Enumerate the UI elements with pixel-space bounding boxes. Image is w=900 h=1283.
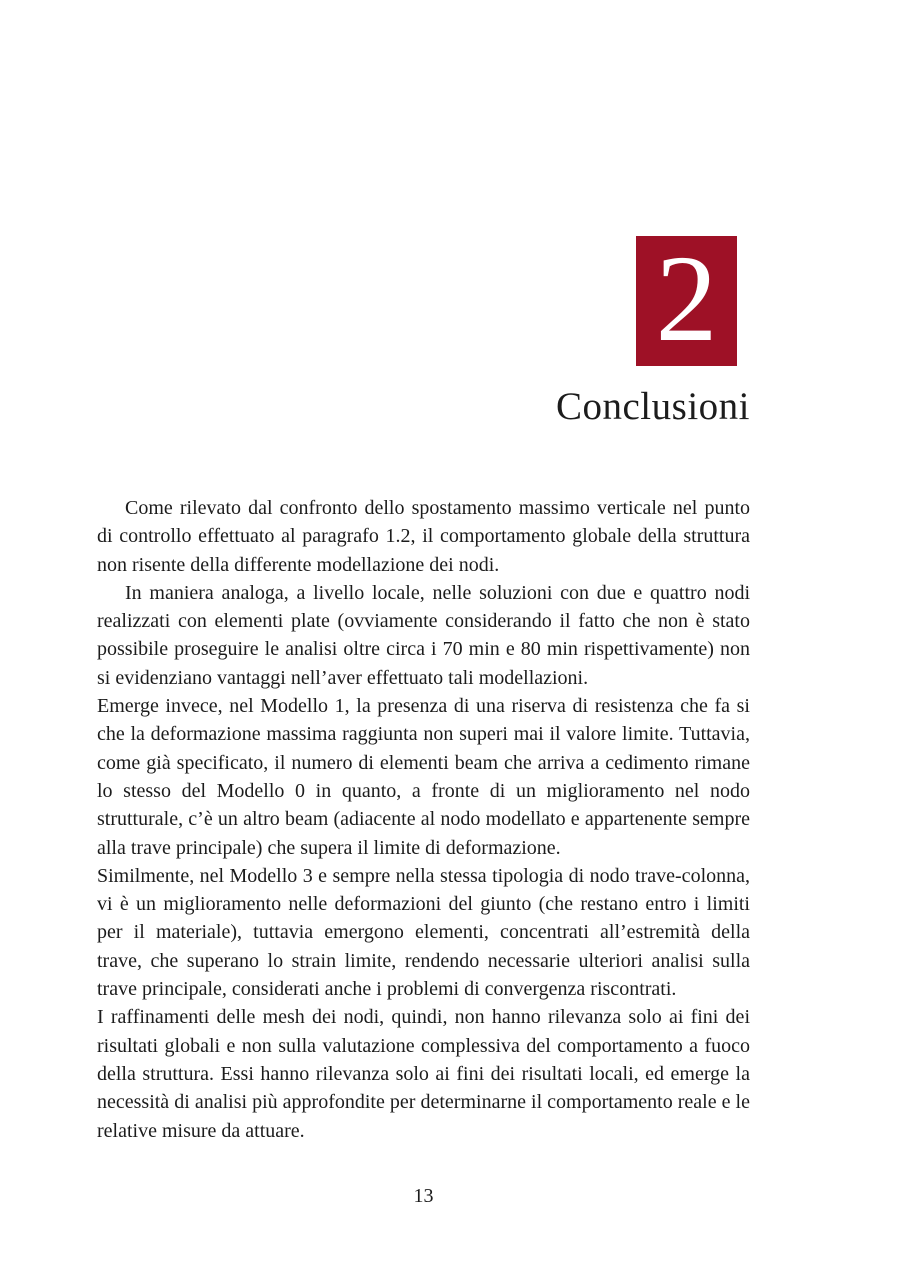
paragraph-5: I raffinamenti delle mesh dei nodi, quindi, non hanno rilevanza solo ai fini dei risultati globali e non sulla valutazione complessiva del comportamento a fuoco della struttura. Essi hanno rilevanza solo ai fini dei risultati locali, ed emerge la necessità di analisi più approfondite per determinarne il comportamento reale e le relative misure da attuare.	[97, 1006, 750, 1142]
chapter-title: Conclusioni	[555, 385, 750, 428]
paragraph-1: Come rilevato dal confronto dello spostamento massimo verticale nel punto di controllo effettuato al paragrafo 1.2, il comportamento globale della struttura non risente della differente modellazione dei nodi.	[97, 497, 750, 576]
chapter-number-box	[636, 230, 737, 367]
body-text	[97, 494, 750, 1145]
paragraph-4: Similmente, nel Modello 3 e sempre nella stessa tipologia di nodo trave-colonna, vi è un miglioramento nelle deformazioni del giunto (che restano entro i limiti per il materiale), tuttavia emergono elementi, concentrati all’estremità della trave, che superano lo strain limite, rendendo necessarie ulteriori analisi sulla trave principale, considerati anche i problemi di convergenza riscontrati.	[97, 864, 750, 1001]
paragraph-2: In maniera analoga, a livello locale, nelle soluzioni con due e quattro nodi realizzati con elementi plate (ovviamente considerando il fatto che non è stato possibile proseguire le analisi oltre circa i 70 min e 80 min rispettivamente) non si evidenziano vantaggi nell’aver effettuato tali modellazioni.	[97, 581, 750, 689]
page-number: 13	[413, 1185, 434, 1207]
chapter-number: 2	[655, 230, 718, 367]
paragraph-3: Emerge invece, nel Modello 1, la presenza di una riserva di resistenza che fa si che la deformazione massima raggiunta non superi mai il valore limite. Tuttavia, come già specificato, il numero di elementi beam che arriva a cedimento rimane lo stesso del Modello 0 in quanto, a fronte di un miglioramento nel nodo strutturale, c’è un altro beam (adiacente al nodo modellato e appartenente sempre alla trave principale) che supera il limite di deformazione.	[97, 695, 750, 859]
